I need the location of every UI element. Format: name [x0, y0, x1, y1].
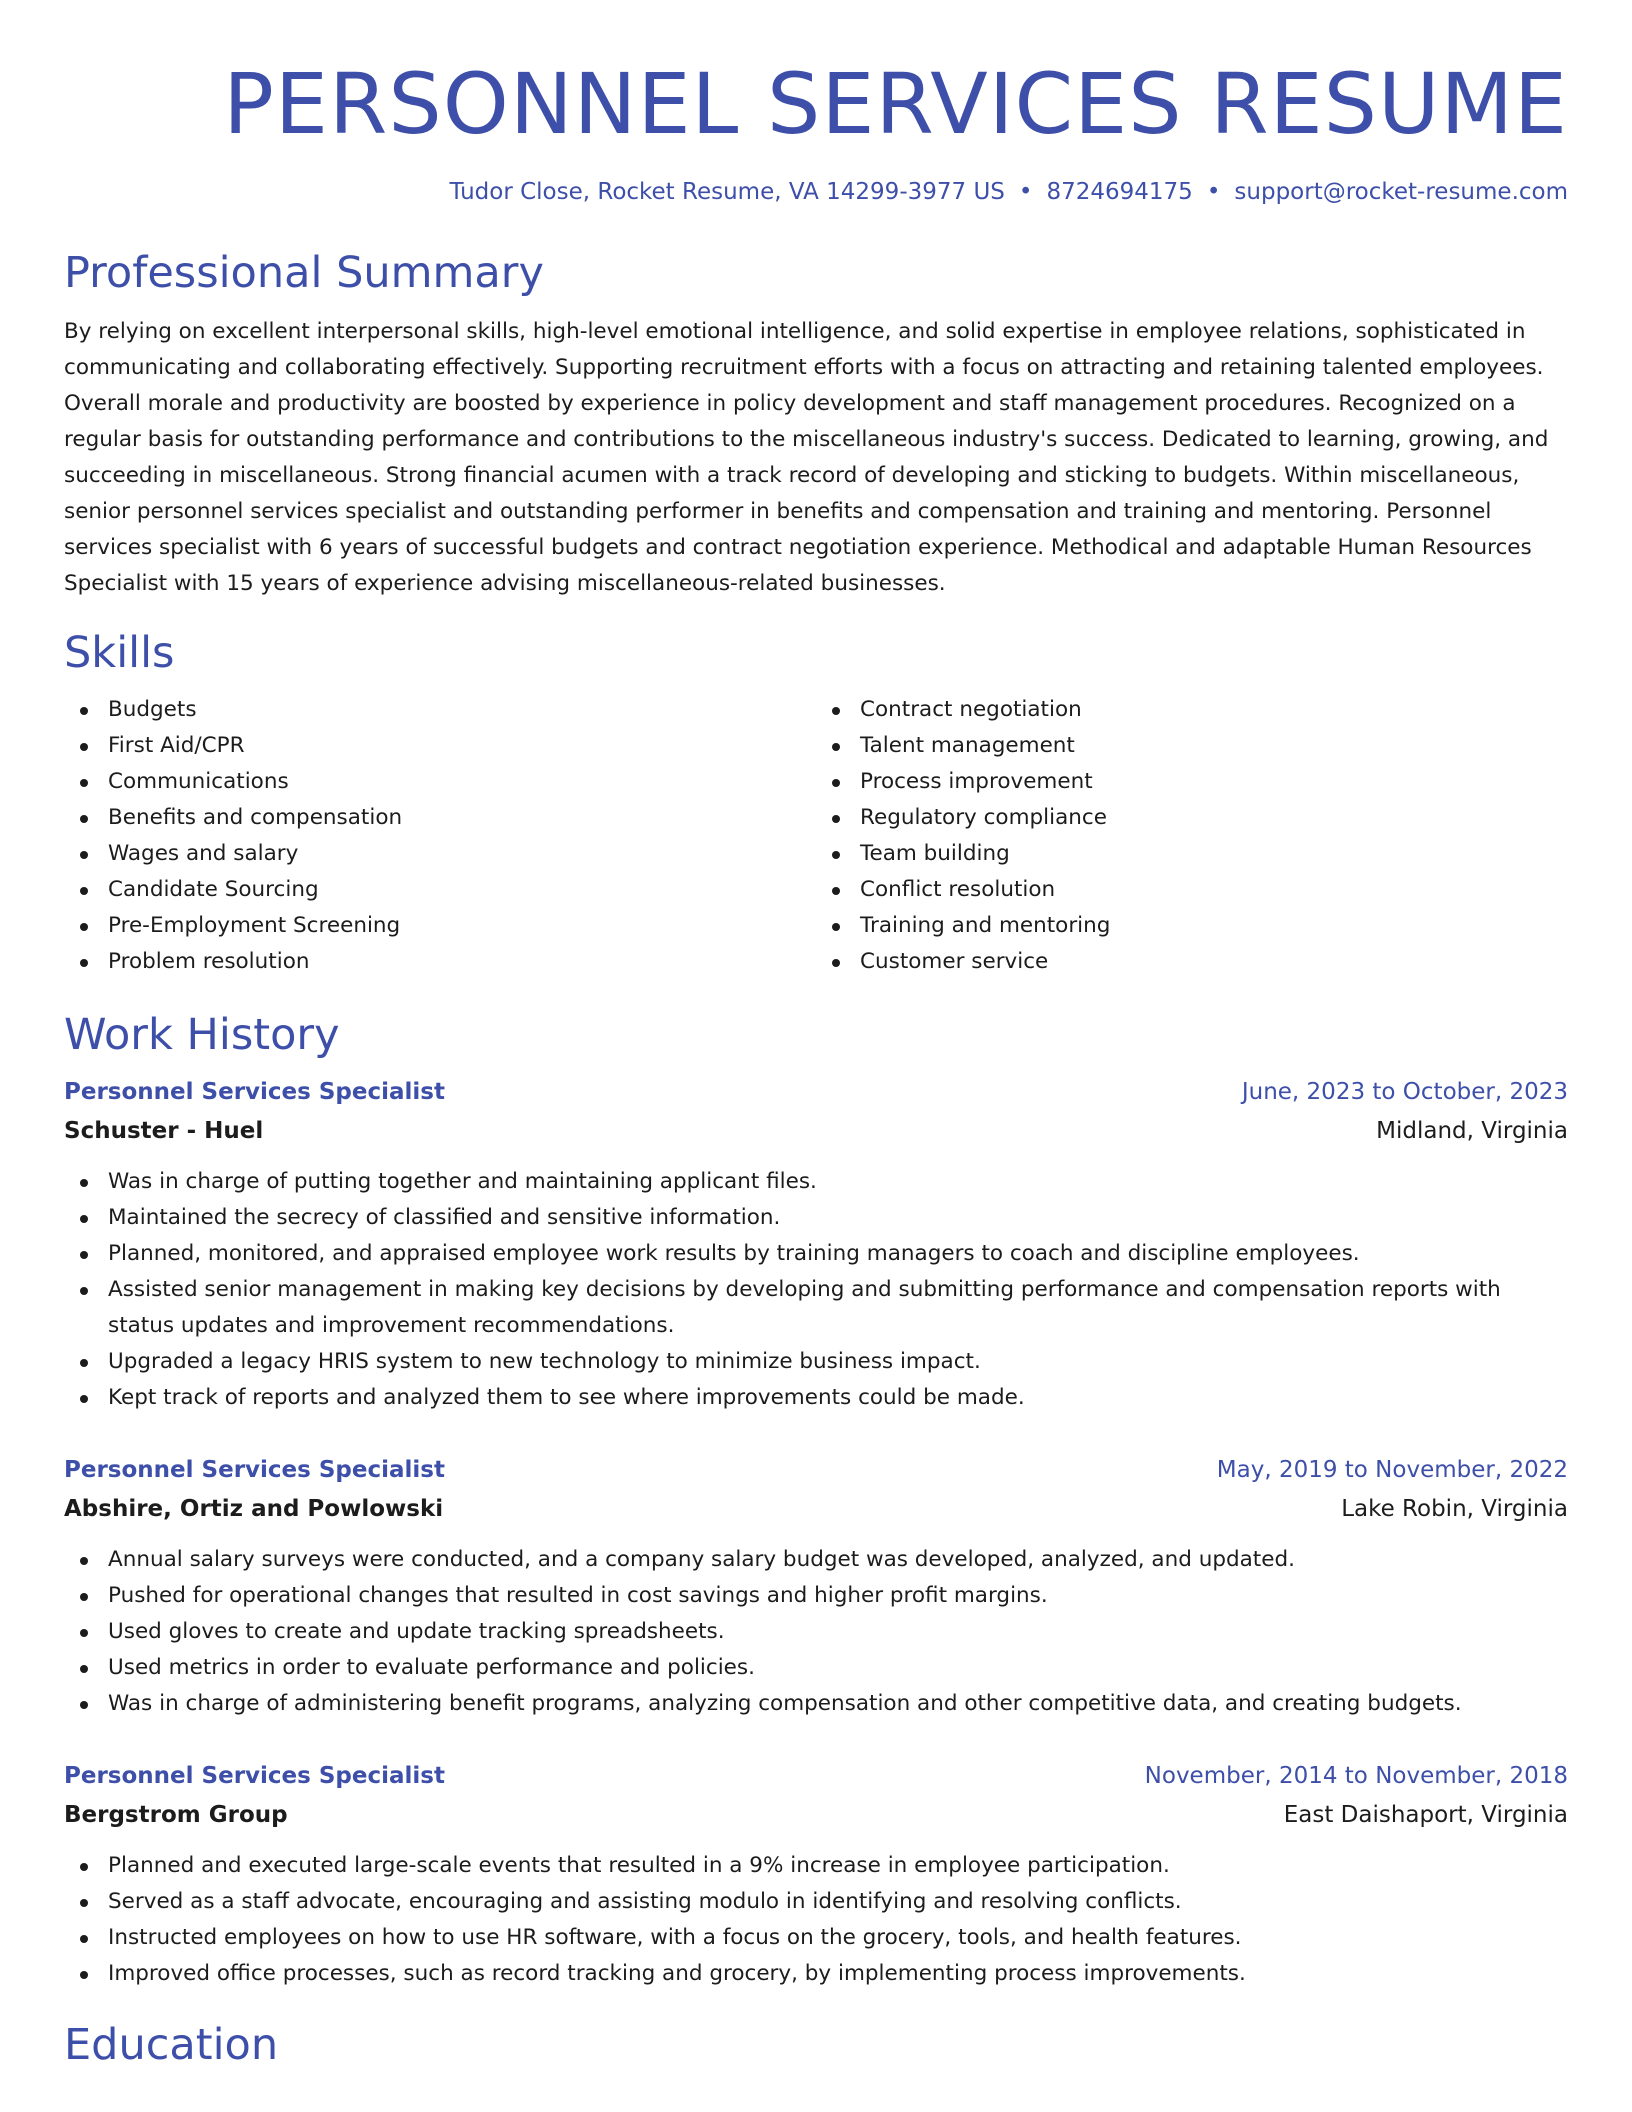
job-subheader-row [64, 1796, 1568, 1834]
skill-item: Benefits and compensation [64, 800, 816, 836]
job-dates: November, 2014 to November, 2018 [1144, 1763, 1568, 1789]
job-location: Lake Robin, Virginia [1341, 1496, 1568, 1522]
job-bullet: Used metrics in order to evaluate performance and policies. [64, 1650, 1568, 1686]
job-dates: May, 2019 to November, 2022 [1216, 1457, 1568, 1483]
skill-item: Customer service [816, 944, 1568, 980]
job-bullets [64, 1848, 1568, 1992]
skill-item: Candidate Sourcing [64, 872, 816, 908]
skill-item: Pre-Employment Screening [64, 908, 816, 944]
job-header-row [64, 1756, 1568, 1796]
job-bullet: Instructed employees on how to use HR software, with a focus on the grocery, tools, and health features. [64, 1920, 1568, 1956]
job-entry [64, 1072, 1568, 1416]
job-bullet: Annual salary surveys were conducted, and a company salary budget was developed, analyzed, and updated. [64, 1542, 1568, 1578]
skill-item: First Aid/CPR [64, 728, 816, 764]
job-bullet: Used gloves to create and update tracking spreadsheets. [64, 1614, 1568, 1650]
job-bullet: Planned and executed large-scale events that resulted in a 9% increase in employee participation. [64, 1848, 1568, 1884]
summary-section-title: Professional Summary [64, 248, 544, 298]
skills-left-column [64, 692, 816, 980]
contact-phone: 8724694175 [1046, 179, 1193, 205]
job-dates: June, 2023 to October, 2023 [1241, 1079, 1568, 1105]
contact-separator: • [1018, 179, 1033, 205]
job-location: Midland, Virginia [1376, 1118, 1568, 1144]
skill-item: Conflict resolution [816, 872, 1568, 908]
education-section-title: Education [64, 2020, 279, 2070]
job-bullets [64, 1542, 1568, 1722]
skill-item: Talent management [816, 728, 1568, 764]
contact-separator: • [1206, 179, 1221, 205]
job-company: Bergstrom Group [64, 1802, 288, 1828]
job-subheader-row [64, 1112, 1568, 1150]
job-bullet: Maintained the secrecy of classified and sensitive information. [64, 1200, 1568, 1236]
job-bullet: Was in charge of administering benefit programs, analyzing compensation and other competitive data, and creating budgets. [64, 1686, 1568, 1722]
job-bullet: Served as a staff advocate, encouraging and assisting modulo in identifying and resolving conflicts. [64, 1884, 1568, 1920]
skill-item: Problem resolution [64, 944, 816, 980]
job-bullet: Improved office processes, such as record tracking and grocery, by implementing process improvements. [64, 1956, 1568, 1992]
job-header-row [64, 1450, 1568, 1490]
skill-item: Regulatory compliance [816, 800, 1568, 836]
job-bullet: Assisted senior management in making key decisions by developing and submitting performance and compensation reports with status updates and improvement recommendations. [64, 1272, 1568, 1344]
job-entry [64, 1450, 1568, 1722]
job-title: Personnel Services Specialist [64, 1763, 445, 1789]
skill-item: Training and mentoring [816, 908, 1568, 944]
job-company: Schuster - Huel [64, 1118, 264, 1144]
job-header-row [64, 1072, 1568, 1112]
job-title: Personnel Services Specialist [64, 1457, 445, 1483]
skill-item: Wages and salary [64, 836, 816, 872]
contact-email: support@rocket-resume.com [1234, 179, 1568, 205]
skill-item: Team building [816, 836, 1568, 872]
contact-address: Tudor Close, Rocket Resume, VA 14299-3977 US [449, 179, 1005, 205]
skill-item: Budgets [64, 692, 816, 728]
skills-section-title: Skills [64, 628, 175, 678]
resume-name-heading: PERSONNEL SERVICES RESUME [223, 55, 1568, 153]
job-bullet: Planned, monitored, and appraised employee work results by training managers to coach and discipline employees. [64, 1236, 1568, 1272]
job-bullets [64, 1164, 1568, 1416]
skill-item: Contract negotiation [816, 692, 1568, 728]
summary-text: By relying on excellent interpersonal skills, high-level emotional intelligence, and solid expertise in employee relations, sophisticated in communicating and collaborating effectively. Supporting recruitment efforts with a focus on attracting and retaining talented employees. Overall morale and productivity are boosted by experience in policy development and staff management procedures. Recognized on a regular basis for outstanding performance and contributions to the miscellaneous industry's success. Dedicated to learning, growing, and succeeding in miscellaneous. Strong financial acumen with a track record of developing and sticking to budgets. Within miscellaneous, senior personnel services specialist and outstanding performer in benefits and compensation and training and mentoring. Personnel services specialist with 6 years of successful budgets and contract negotiation experience. Methodical and adaptable Human Resources Specialist with 15 years of experience advising miscellaneous-related businesses. [64, 319, 1549, 596]
skills-right-column [816, 692, 1568, 980]
work-history-section-title: Work History [64, 1010, 340, 1060]
job-entry [64, 1756, 1568, 1992]
job-bullet: Kept track of reports and analyzed them to see where improvements could be made. [64, 1380, 1568, 1416]
skills-grid [64, 692, 1568, 980]
job-title: Personnel Services Specialist [64, 1079, 445, 1105]
skill-item: Process improvement [816, 764, 1568, 800]
job-location: East Daishaport, Virginia [1283, 1802, 1568, 1828]
job-company: Abshire, Ortiz and Powlowski [64, 1496, 444, 1522]
contact-line [64, 176, 1568, 208]
skill-item: Communications [64, 764, 816, 800]
job-bullet: Pushed for operational changes that resulted in cost savings and higher profit margins. [64, 1578, 1568, 1614]
job-subheader-row [64, 1490, 1568, 1528]
job-bullet: Upgraded a legacy HRIS system to new technology to minimize business impact. [64, 1344, 1568, 1380]
job-bullet: Was in charge of putting together and maintaining applicant files. [64, 1164, 1568, 1200]
